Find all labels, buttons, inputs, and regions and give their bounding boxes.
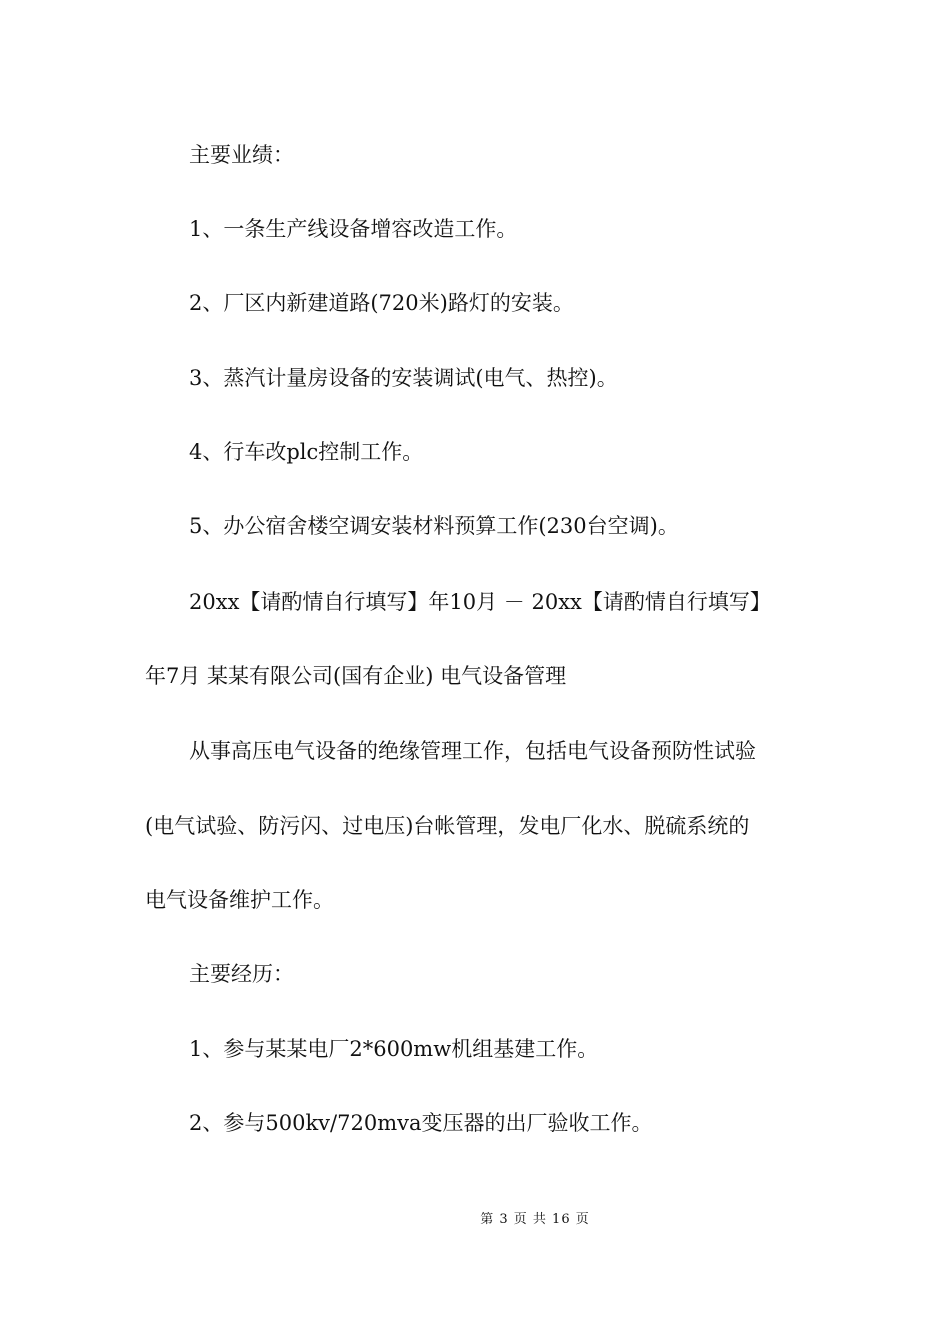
experience-item-1: 1、参与某某电厂2*600mw机组基建工作。 — [189, 1037, 599, 1061]
employment-company-line: 年7月 某某有限公司(国有企业) 电气设备管理 — [145, 664, 567, 688]
section-heading-achievements: 主要业绩： — [189, 143, 294, 167]
achievement-item-4: 4、行车改plc控制工作。 — [189, 440, 424, 464]
job-description-line-2: (电气试验、防污闪、过电压)台帐管理，发电厂化水、脱硫系统的 — [145, 814, 750, 838]
job-description-line-3: 电气设备维护工作。 — [145, 888, 334, 912]
achievement-item-1: 1、一条生产线设备增容改造工作。 — [189, 217, 518, 241]
achievement-item-2: 2、厂区内新建道路(720米)路灯的安装。 — [189, 291, 574, 315]
job-description-line-1: 从事高压电气设备的绝缘管理工作，包括电气设备预防性试验 — [189, 739, 756, 763]
section-heading-experience: 主要经历： — [189, 962, 294, 986]
page-number-footer: 第 3 页 共 16 页 — [480, 1212, 590, 1227]
achievement-item-5: 5、办公宿舍楼空调安装材料预算工作(230台空调)。 — [189, 514, 679, 538]
employment-period-line: 20xx【请酌情自行填写】年10月 － 20xx【请酌情自行填写】 — [189, 590, 771, 614]
achievement-item-3: 3、蒸汽计量房设备的安装调试(电气、热控)。 — [189, 366, 618, 390]
experience-item-2: 2、参与500kv/720mva变压器的出厂验收工作。 — [189, 1111, 653, 1135]
